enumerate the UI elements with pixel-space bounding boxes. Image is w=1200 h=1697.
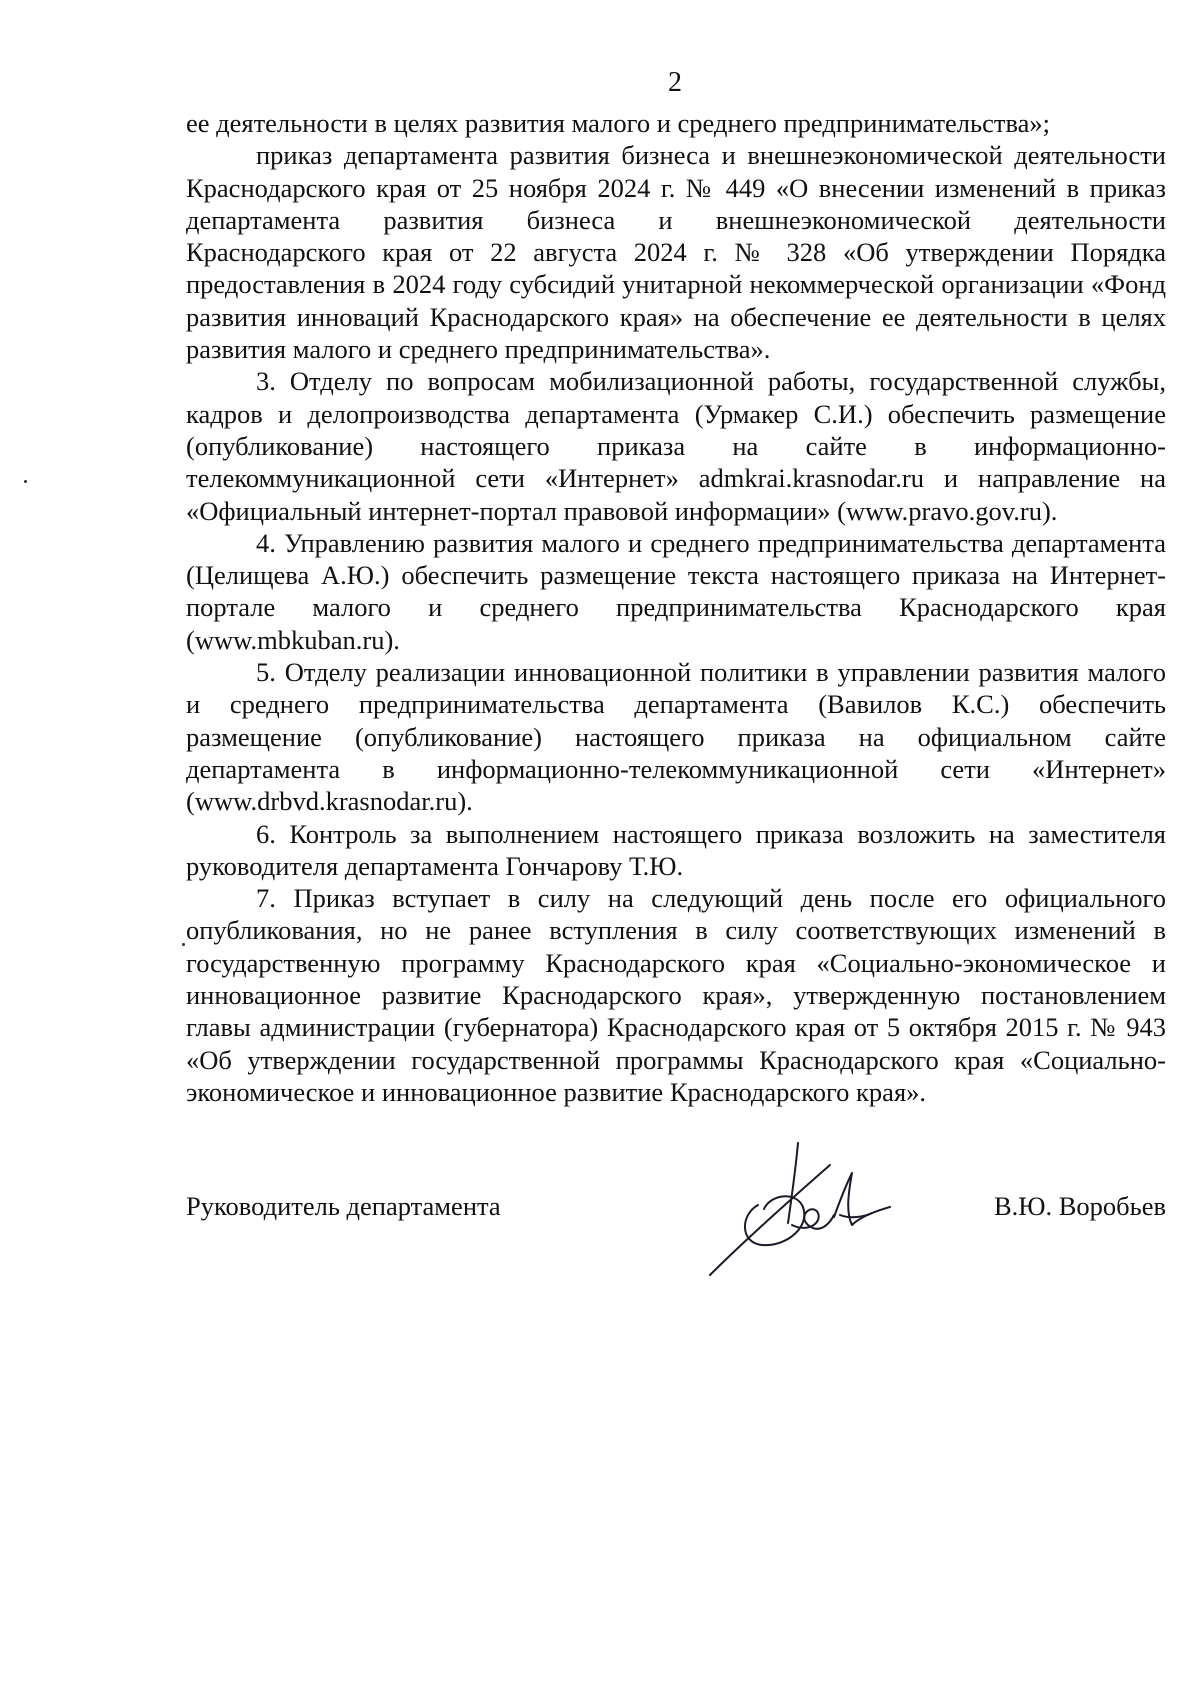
paragraph-item-3: 3. Отделу по вопросам мобилизационной работы, государственной службы, кадров и делопроизводства департамента (Урмакер С.И.) обеспечить размещение (опубликование) настоящего приказа на сайте в информационно-телекоммуникационной сети «Интернет» admkrai.krasnodar.ru и направление на «Официальный интернет-портал правовой информации» (www.pravo.gov.ru). [186,366,1166,526]
scan-artifact-dot [182,943,185,946]
page-number: 2 [668,67,682,98]
handwritten-signature-icon [700,1125,940,1285]
paragraph-order-449: приказ департамента развития бизнеса и внешнеэкономической деятельности Краснодарского края от 25 ноября 2024 г. № 449 «О внесении изменений в приказ департамента развития бизнеса и внешнеэкономической деятельности Краснодарского края от 22 августа 2024 г. № 328 «Об утверждении Порядка предоставления в 2024 году субсидий унитарной некоммерческой организации «Фонд развития инноваций Краснодарского края» на обеспечение ее деятельности в целях развития малого и среднего предпринимательства». [186,140,1166,365]
paragraph-item-5: 5. Отделу реализации инновационной политики в управлении развития малого и среднего предпринимательства департамента (Вавилов К.С.) обеспечить размещение (опубликование) настоящего приказа на официальном сайте департамента в информационно-телекоммуникационной сети «Интернет» (www.drbvd.krasnodar.ru). [186,657,1166,817]
document-body [186,107,1166,1108]
signatory-position: Руководитель департамента [186,1191,501,1221]
paragraph-item-6: 6. Контроль за выполнением настоящего приказа возложить на заместителя руководителя департамента Гончарову Т.Ю. [186,818,1166,881]
paragraph-item-7: 7. Приказ вступает в силу на следующий день после его официального опубликования, но не ранее вступления в силу соответствующих изменений в государственную программу Краснодарского края «Социально-экономическое и инновационное развитие Краснодарского края», утвержденную постановлением главы администрации (губернатора) Краснодарского края от 5 октября 2015 г. № 943 «Об утверждении государственной программы Краснодарского края «Социально-экономическое и инновационное развитие Краснодарского края». [186,883,1166,1107]
signatory-name: В.Ю. Воробьев [993,1191,1166,1221]
signature-block [186,1190,1166,1230]
paragraph-continuation: ее деятельности в целях развития малого и среднего предпринимательства»; [186,108,1050,138]
scan-artifact-dot [24,480,27,483]
paragraph-item-4: 4. Управлению развития малого и среднего предпринимательства департамента (Целищева А.Ю.) обеспечить размещение текста настоящего приказа на Интернет-портале малого и среднего предпринимательства Краснодарского края (www.mbkuban.ru). [186,527,1166,655]
